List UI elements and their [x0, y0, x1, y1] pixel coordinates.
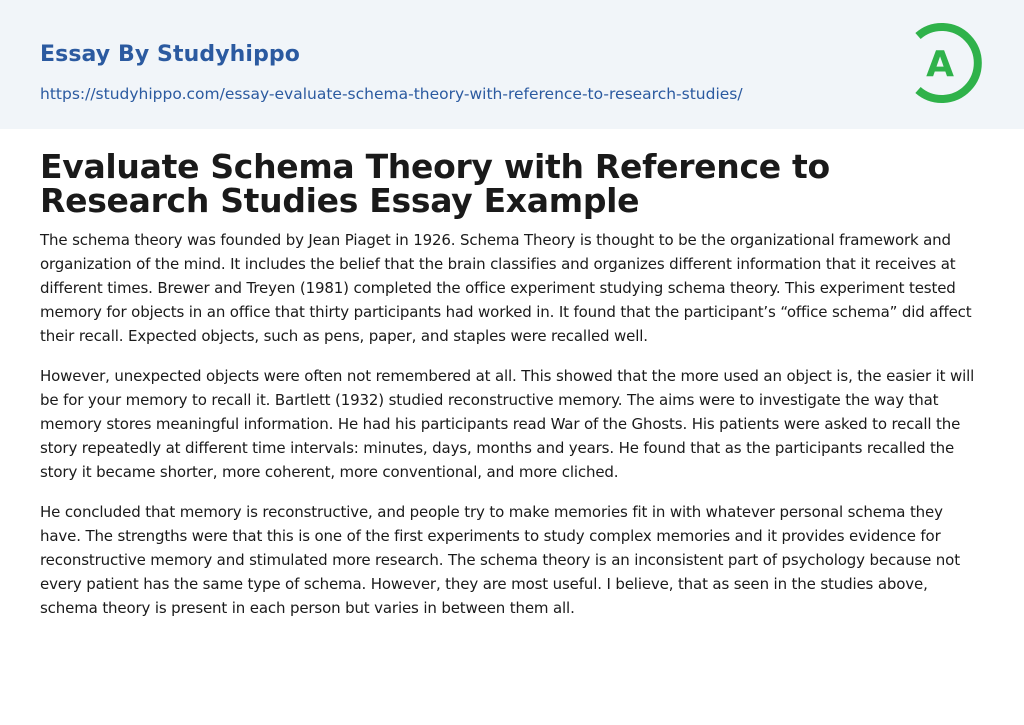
- essay-paragraph-2: However, unexpected objects were often not remembered at all. This showed that the more used an object is, the easier it will be for your memory to recall it. Bartlett (1932) studied reconstructive memory. The aims were to investigate the way that memory stores meaningful information. He had his participants read War of the Ghosts. His patients were asked to recall the story repeatedly at different time intervals: minutes, days, months and years. He found that as the participants recalled the story it became shorter, more coherent, more conventional, and more cliched.: [40, 367, 975, 481]
- studyhippo-logo-icon[interactable]: [912, 20, 986, 106]
- logo-letter: A: [926, 44, 954, 85]
- essay-paragraph-3: He concluded that memory is reconstructive, and people try to make memories fit in with whatever personal schema they have. The strengths were that this is one of the first experiments to study complex memories and it provides evidence for reconstructive memory and stimulated more research. The schema theory is an inconsistent part of psychology because not every patient has the same type of schema. However, they are most useful. I believe, that as seen in the studies above, schema theory is present in each person but varies in between them all.: [40, 503, 960, 617]
- source-url-link[interactable]: https://studyhippo.com/essay-evaluate-schema-theory-with-reference-to-research-studies/: [40, 85, 743, 103]
- essay-paragraph-1: The schema theory was founded by Jean Piaget in 1926. Schema Theory is thought to be the organizational framework and organization of the mind. It includes the belief that the brain classifies and organizes different information that it receives at different times. Brewer and Treyen (1981) completed the office experiment studying schema theory. This experiment tested memory for objects in an office that thirty participants had worked in. It found that the participant’s “office schema” did affect their recall. Expected objects, such as pens, paper, and staples were recalled well.: [40, 231, 972, 345]
- brand-title[interactable]: Essay By Studyhippo: [40, 42, 300, 67]
- site-header: [0, 0, 1024, 129]
- essay-article: [40, 147, 986, 636]
- essay-title: Evaluate Schema Theory with Reference to Research Studies Essay Example: [40, 147, 830, 220]
